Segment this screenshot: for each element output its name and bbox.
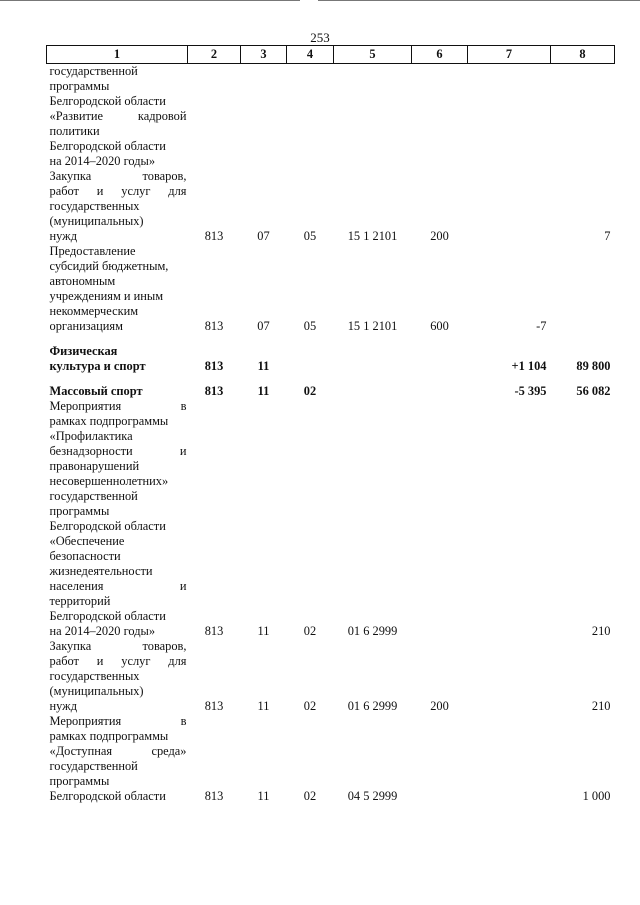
cell-change-amount	[468, 714, 551, 804]
page-number: 253	[310, 30, 330, 45]
top-rule-left	[0, 0, 300, 1]
column-header-5: 5	[334, 46, 412, 64]
cell-gov-code: 813	[204, 229, 224, 243]
row-spacer-cell	[47, 334, 615, 344]
description-line: некоммерческим	[49, 304, 139, 318]
column-header-2: 2	[188, 46, 241, 64]
description-line: жизнедеятельности	[49, 564, 153, 578]
cell-target-article	[334, 384, 412, 399]
cell-subsection: 02	[303, 789, 317, 803]
description-line: Белгородской области	[49, 789, 166, 803]
description-line: рамках подпрограммы	[49, 414, 169, 428]
column-header-1: 1	[47, 46, 188, 64]
cell-target-article	[334, 344, 412, 374]
cell-total-amount: 210	[591, 699, 611, 713]
description-line: территорий	[49, 594, 111, 608]
table-row	[47, 399, 615, 639]
description-line: учреждениям и иным	[49, 289, 164, 303]
table-row	[47, 639, 615, 714]
column-header-4: 4	[287, 46, 334, 64]
description-line: «Профилактика	[49, 429, 133, 443]
budget-table-sheet	[46, 45, 614, 804]
description-line: населения и	[49, 579, 187, 593]
cell-gov-code: 813	[204, 384, 224, 398]
table-row	[47, 244, 615, 334]
cell-gov-code: 813	[204, 319, 224, 333]
description-line: правонарушений	[49, 459, 140, 473]
budget-table	[46, 45, 615, 804]
description-line: (муниципальных)	[49, 684, 144, 698]
description-line: на 2014–2020 годы»	[49, 624, 156, 638]
table-row	[47, 384, 615, 399]
description-line: безопасности	[49, 549, 121, 563]
description-line: программы	[49, 504, 110, 518]
description-line: государственной	[49, 489, 138, 503]
cell-target-article: 04 5 2999	[347, 789, 398, 803]
description-line: культура и спорт	[49, 359, 146, 373]
description-line: нужд	[49, 229, 78, 243]
description-line: Закупка товаров,	[49, 639, 187, 653]
cell-section: 07	[257, 229, 270, 243]
description-line: Закупка товаров,	[49, 169, 187, 183]
description-line: субсидий бюджетным,	[49, 259, 169, 273]
cell-target-article: 15 1 2101	[347, 229, 398, 243]
cell-expense-type: 200	[430, 229, 449, 243]
row-description	[47, 384, 188, 399]
column-header-8: 8	[551, 46, 615, 64]
cell-subsection: 02	[303, 624, 317, 638]
row-spacer-cell	[47, 374, 615, 384]
cell-change-amount	[468, 64, 551, 170]
description-line: рамках подпрограммы	[49, 729, 169, 743]
table-row	[47, 169, 615, 244]
cell-total-amount	[551, 244, 615, 334]
cell-section	[241, 64, 287, 170]
cell-subsection: 05	[303, 319, 317, 333]
table-row	[47, 344, 615, 374]
description-line: Мероприятия в	[49, 714, 187, 728]
cell-target-article: 01 6 2999	[347, 699, 398, 713]
cell-subsection: 02	[303, 384, 317, 398]
description-line: государственных	[49, 669, 140, 683]
description-line: (муниципальных)	[49, 214, 144, 228]
cell-section: 11	[257, 624, 270, 638]
description-line: государственных	[49, 199, 140, 213]
description-line: государственной	[49, 759, 138, 773]
description-line: Предоставление	[49, 244, 136, 258]
cell-expense-type	[412, 344, 468, 374]
description-line: «Обеспечение	[49, 534, 125, 548]
description-line: программы	[49, 79, 110, 93]
description-line: «Развитие кадровой	[49, 109, 187, 123]
description-line: «Доступная среда»	[49, 744, 187, 758]
cell-total-amount: 89 800	[576, 359, 611, 373]
row-description	[47, 714, 188, 804]
table-body	[47, 64, 615, 805]
cell-section: 07	[257, 319, 270, 333]
description-line: несовершеннолетних»	[49, 474, 169, 488]
header-row	[47, 46, 615, 64]
row-spacer	[47, 374, 615, 384]
cell-change-amount: -5 395	[514, 384, 547, 398]
column-header-6: 6	[412, 46, 468, 64]
table-row	[47, 64, 615, 170]
description-line: Белгородской области	[49, 139, 166, 153]
description-line: Мероприятия в	[49, 399, 187, 413]
column-header-7: 7	[468, 46, 551, 64]
cell-change-amount	[468, 399, 551, 639]
cell-total-amount: 7	[604, 229, 611, 243]
description-line: работ и услуг для	[49, 184, 187, 198]
description-line: Массовый спорт	[49, 384, 143, 398]
row-description	[47, 399, 188, 639]
cell-gov-code	[188, 64, 241, 170]
cell-expense-type	[412, 384, 468, 399]
description-line: Белгородской области	[49, 519, 166, 533]
description-line: нужд	[49, 699, 78, 713]
row-description	[47, 639, 188, 714]
description-line: работ и услуг для	[49, 654, 187, 668]
description-line: программы	[49, 774, 110, 788]
cell-expense-type: 200	[430, 699, 449, 713]
cell-expense-type	[412, 64, 468, 170]
cell-change-amount	[468, 639, 551, 714]
description-line: политики	[49, 124, 100, 138]
cell-subsection: 05	[303, 229, 317, 243]
cell-expense-type	[412, 399, 468, 639]
cell-target-article: 01 6 2999	[347, 624, 398, 638]
cell-change-amount	[468, 169, 551, 244]
description-line: Белгородской области	[49, 94, 166, 108]
description-line: государственной	[49, 64, 138, 78]
column-header-3: 3	[241, 46, 287, 64]
cell-total-amount: 1 000	[582, 789, 611, 803]
cell-change-amount: -7	[536, 319, 547, 333]
row-description	[47, 64, 188, 170]
cell-expense-type	[412, 714, 468, 804]
cell-target-article	[334, 64, 412, 170]
cell-section: 11	[257, 789, 270, 803]
row-description	[47, 169, 188, 244]
description-line: на 2014–2020 годы»	[49, 154, 156, 168]
description-line: безнадзорности и	[49, 444, 187, 458]
cell-section: 11	[257, 359, 270, 373]
cell-gov-code: 813	[204, 359, 224, 373]
cell-subsection	[287, 64, 334, 170]
description-line: автономным	[49, 274, 116, 288]
cell-section: 11	[257, 699, 270, 713]
description-line: организациям	[49, 319, 123, 333]
cell-gov-code: 813	[204, 789, 224, 803]
row-description	[47, 344, 188, 374]
cell-subsection: 02	[303, 699, 317, 713]
description-line: Белгородской области	[49, 609, 166, 623]
cell-target-article: 15 1 2101	[347, 319, 398, 333]
cell-total-amount	[551, 64, 615, 170]
cell-section: 11	[257, 384, 270, 398]
cell-total-amount: 210	[591, 624, 611, 638]
description-line: Физическая	[49, 344, 118, 358]
top-rule-right	[318, 0, 640, 1]
cell-gov-code: 813	[204, 624, 224, 638]
cell-gov-code: 813	[204, 699, 224, 713]
cell-subsection	[287, 344, 334, 374]
cell-expense-type: 600	[430, 319, 449, 333]
row-description	[47, 244, 188, 334]
row-spacer	[47, 334, 615, 344]
table-row	[47, 714, 615, 804]
cell-total-amount: 56 082	[576, 384, 611, 398]
cell-change-amount: +1 104	[511, 359, 547, 373]
